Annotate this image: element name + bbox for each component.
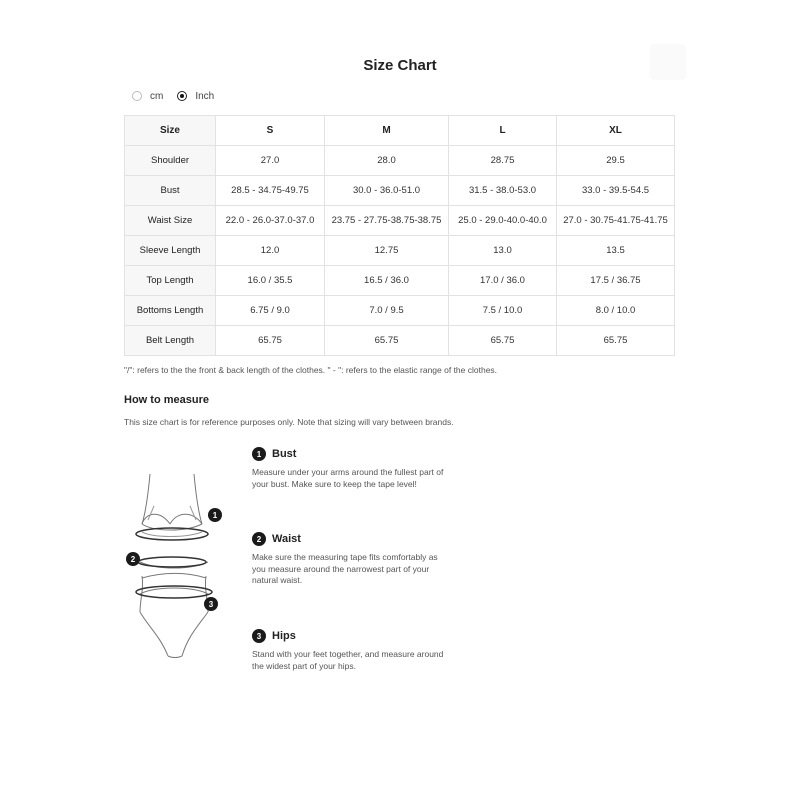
table-row	[125, 296, 675, 326]
table-row	[125, 266, 675, 296]
step-bust	[252, 446, 462, 490]
measurement-figure	[124, 466, 234, 662]
row-label: Sleeve Length	[125, 236, 216, 266]
row-label: Shoulder	[125, 146, 216, 176]
table-row	[125, 326, 675, 356]
table-cell: 22.0 - 26.0-37.0-37.0	[216, 206, 325, 236]
unit-option-cm[interactable]	[132, 91, 163, 102]
header-l: L	[449, 116, 557, 146]
table-cell: 7.5 / 10.0	[449, 296, 557, 326]
step-title: Hips	[272, 630, 296, 642]
table-cell: 31.5 - 38.0-53.0	[449, 176, 557, 206]
table-row	[125, 176, 675, 206]
unit-label-inch: Inch	[195, 90, 215, 102]
table-cell: 27.0 - 30.75-41.75-41.75	[557, 206, 675, 236]
table-header-row	[125, 116, 675, 146]
table-row	[125, 206, 675, 236]
marker-2-icon: 2	[126, 552, 140, 566]
table-cell: 33.0 - 39.5-54.5	[557, 176, 675, 206]
table-cell: 17.0 / 36.0	[449, 266, 557, 296]
table-cell: 17.5 / 36.75	[557, 266, 675, 296]
how-to-measure-heading: How to measure	[124, 394, 209, 406]
table-cell: 7.0 / 9.5	[325, 296, 449, 326]
row-label: Belt Length	[125, 326, 216, 356]
size-table	[124, 115, 675, 356]
step-waist	[252, 531, 462, 587]
table-cell: 65.75	[557, 326, 675, 356]
table-note: "/": refers to the the front & back length of the clothes. " - ": refers to the elastic range of the clothes.	[124, 365, 498, 375]
step-title: Bust	[272, 448, 297, 460]
marker-3-icon: 3	[204, 597, 218, 611]
table-cell: 13.5	[557, 236, 675, 266]
table-cell: 65.75	[216, 326, 325, 356]
radio-cm[interactable]	[132, 91, 142, 101]
step-hips	[252, 628, 462, 672]
table-cell: 16.5 / 36.0	[325, 266, 449, 296]
page-title: Size Chart	[363, 57, 437, 74]
table-cell: 13.0	[449, 236, 557, 266]
step-number-3-icon: 3	[252, 629, 266, 643]
table-cell: 25.0 - 29.0-40.0-40.0	[449, 206, 557, 236]
step-title: Waist	[272, 533, 301, 545]
step-text: Make sure the measuring tape fits comfortably as you measure around the narrowest part of your natural waist.	[252, 552, 438, 585]
table-cell: 27.0	[216, 146, 325, 176]
table-cell: 28.5 - 34.75-49.75	[216, 176, 325, 206]
step-number-1-icon: 1	[252, 447, 266, 461]
table-row	[125, 236, 675, 266]
marker-1-icon: 1	[208, 508, 222, 522]
table-cell: 65.75	[325, 326, 449, 356]
body-outline-illustration	[124, 466, 234, 662]
row-label: Bottoms Length	[125, 296, 216, 326]
table-cell: 12.75	[325, 236, 449, 266]
header-m: M	[325, 116, 449, 146]
row-label: Bust	[125, 176, 216, 206]
table-cell: 8.0 / 10.0	[557, 296, 675, 326]
table-cell: 28.75	[449, 146, 557, 176]
header-xl: XL	[557, 116, 675, 146]
how-to-measure-description: This size chart is for reference purposes only. Note that sizing will vary between brands.	[124, 417, 454, 427]
table-cell: 28.0	[325, 146, 449, 176]
table-row	[125, 146, 675, 176]
step-text: Stand with your feet together, and measure around the widest part of your hips.	[252, 649, 444, 671]
table-cell: 6.75 / 9.0	[216, 296, 325, 326]
step-text: Measure under your arms around the fullest part of your bust. Make sure to keep the tape level!	[252, 467, 444, 489]
table-cell: 23.75 - 27.75-38.75-38.75	[325, 206, 449, 236]
table-cell: 29.5	[557, 146, 675, 176]
unit-option-inch[interactable]	[177, 91, 214, 102]
table-cell: 30.0 - 36.0-51.0	[325, 176, 449, 206]
unit-label-cm: cm	[150, 90, 164, 102]
table-cell: 12.0	[216, 236, 325, 266]
row-label: Waist Size	[125, 206, 216, 236]
row-label: Top Length	[125, 266, 216, 296]
header-size: Size	[125, 116, 216, 146]
table-cell: 16.0 / 35.5	[216, 266, 325, 296]
unit-selector	[132, 88, 228, 104]
header-s: S	[216, 116, 325, 146]
table-cell: 65.75	[449, 326, 557, 356]
radio-inch[interactable]	[177, 91, 187, 101]
step-number-2-icon: 2	[252, 532, 266, 546]
